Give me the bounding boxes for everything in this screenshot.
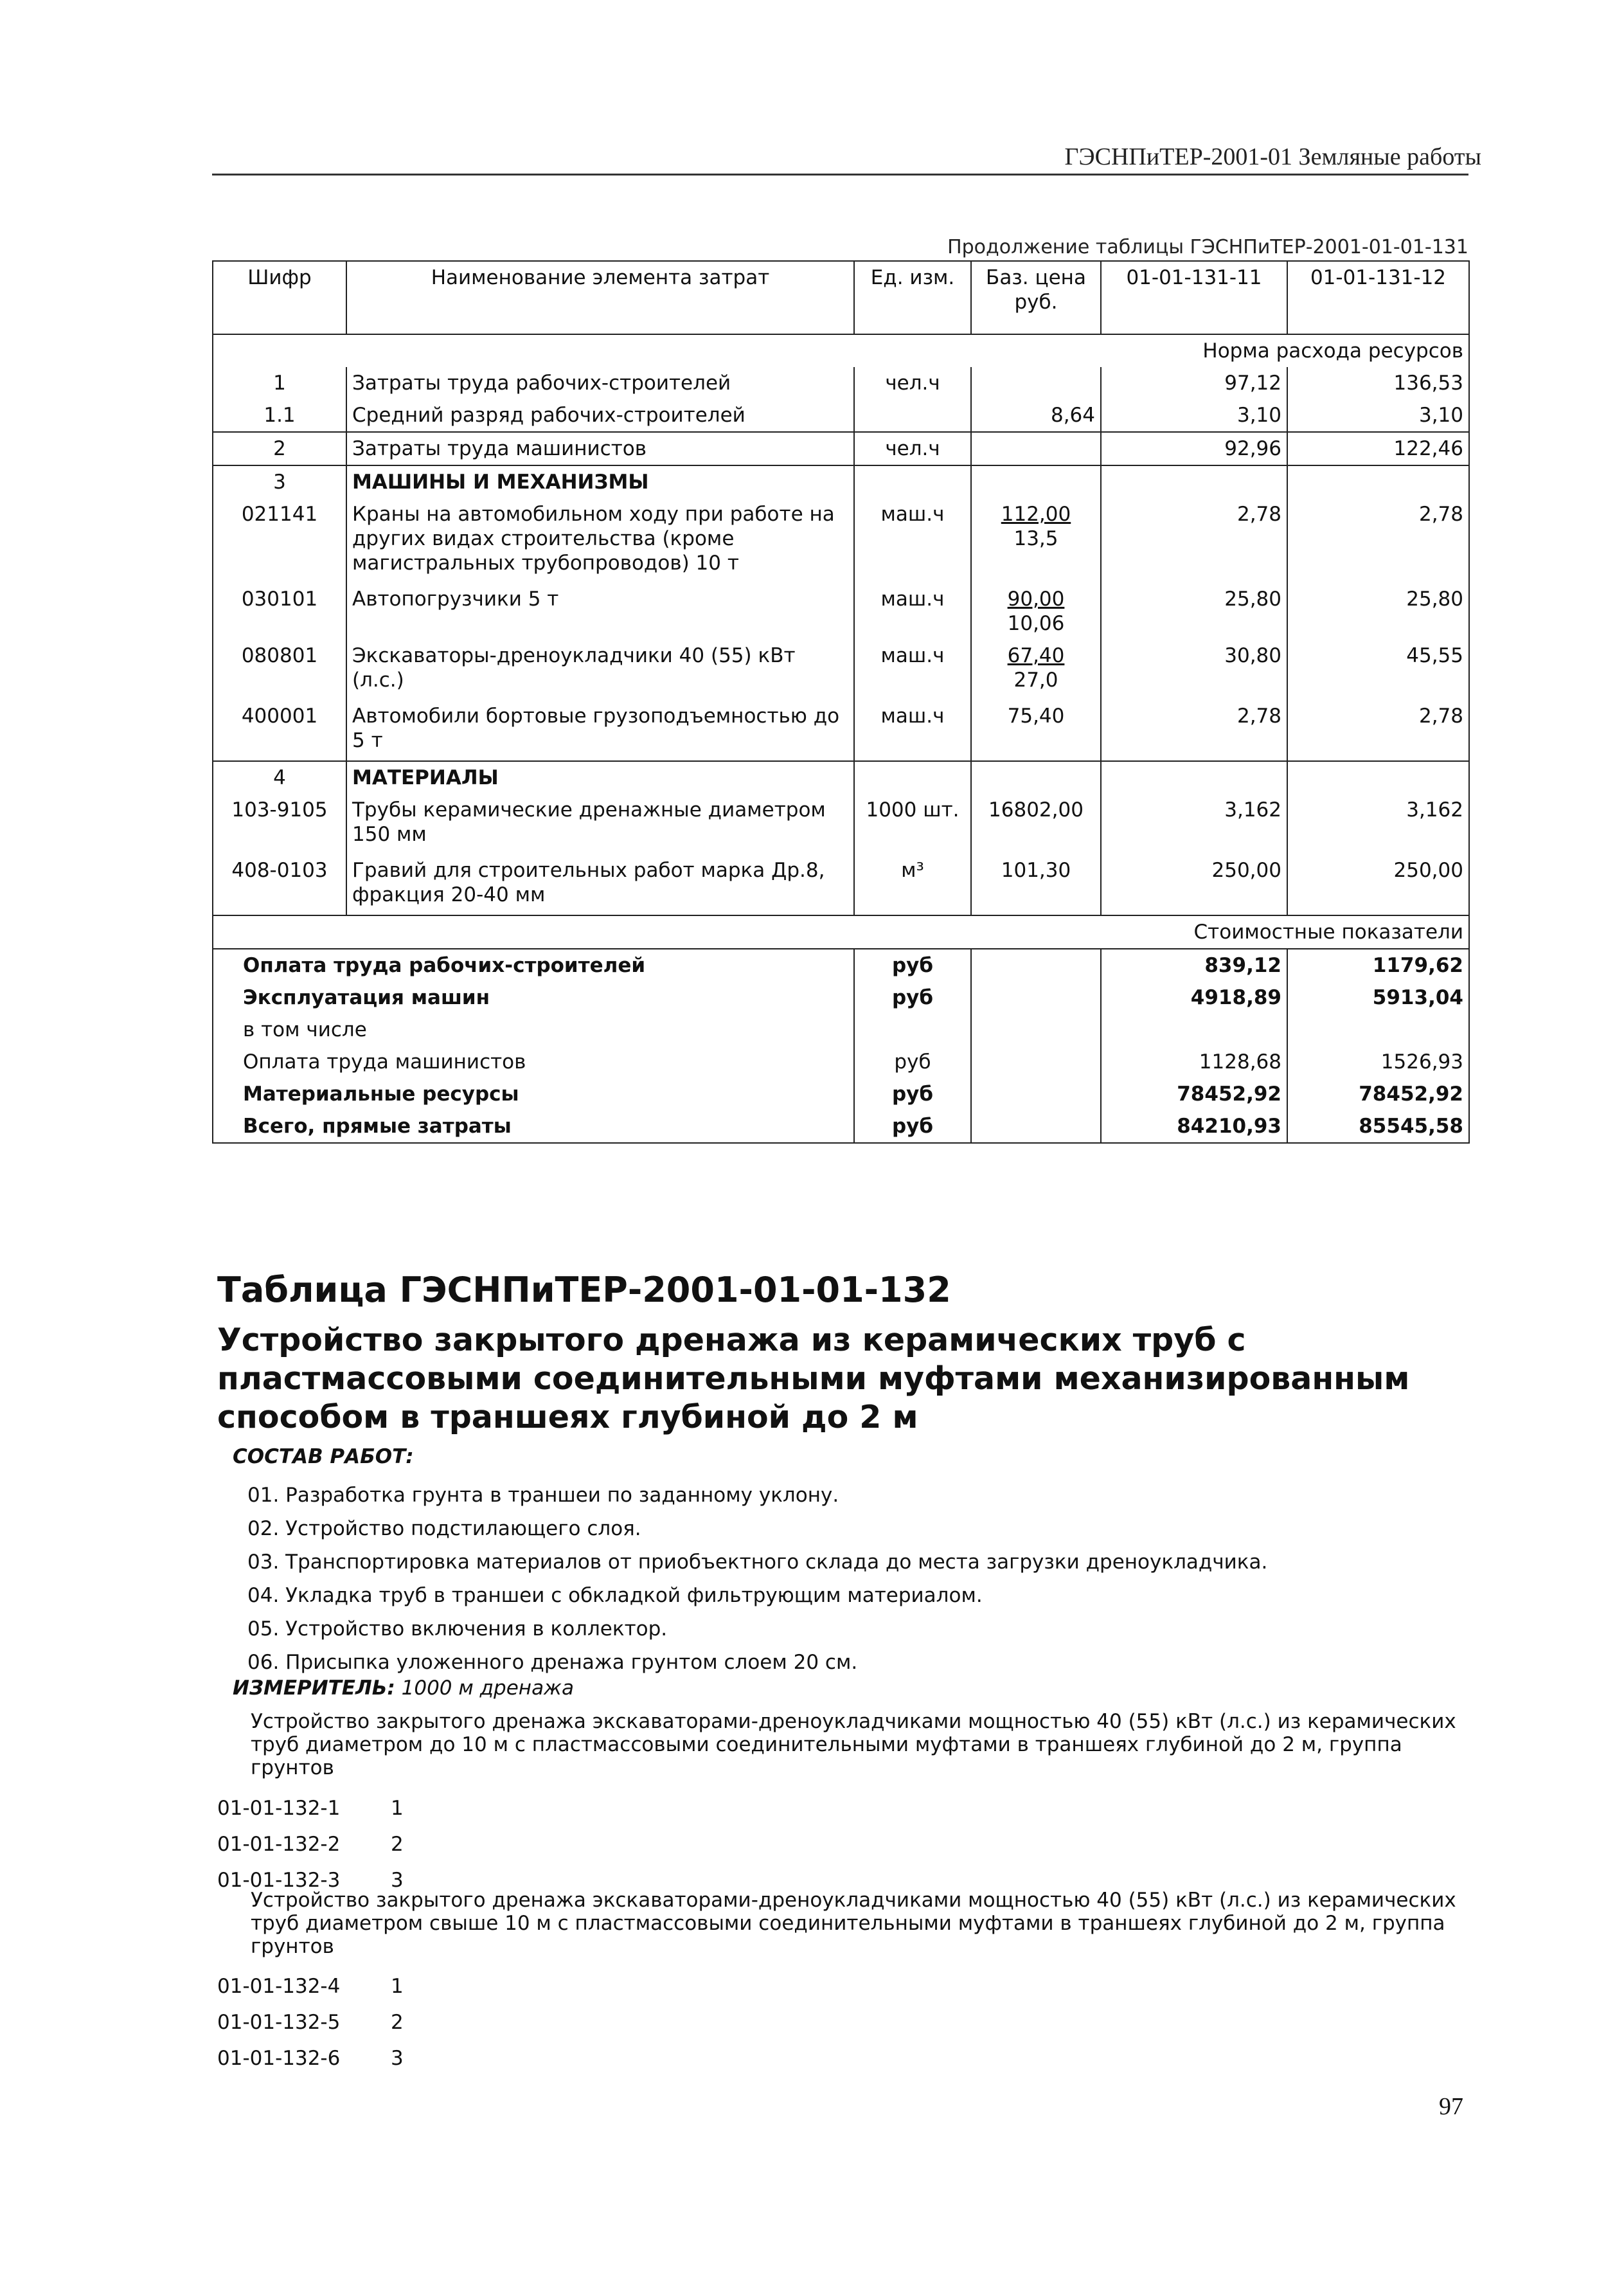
row-value-12: 2,78 xyxy=(1287,700,1469,761)
totals-empty xyxy=(971,1110,1101,1143)
rows-machines xyxy=(213,498,1469,761)
row-unit xyxy=(854,399,971,432)
totals-value-11: 839,12 xyxy=(1101,949,1287,982)
norm-code: 01-01-132-3 xyxy=(217,1869,341,1892)
table-132-subtitle: Устройство закрытого дренажа из керамических труб с пластмассовыми соединительными муфтами механизированным способом в траншеях глубиной до 2 м xyxy=(217,1322,1410,1435)
table-header-row xyxy=(213,261,1469,334)
row-value-11: 97,12 xyxy=(1101,367,1287,399)
price-value: 75,40 xyxy=(1007,705,1065,728)
operation-item: 05. Устройство включения в коллектор. xyxy=(247,1617,668,1641)
table-row xyxy=(213,367,1469,399)
soil-group: 2 xyxy=(391,1833,404,1856)
row-price: 16802,00 xyxy=(971,794,1101,854)
header-price: Баз. цена руб. xyxy=(971,261,1101,334)
totals-value-12: 1526,93 xyxy=(1287,1046,1469,1078)
totals-row xyxy=(213,982,1469,1014)
totals-label: Материальные ресурсы xyxy=(213,1078,854,1110)
totals-row xyxy=(213,1110,1469,1143)
totals-row xyxy=(213,949,1469,982)
totals-unit: руб xyxy=(854,982,971,1014)
totals-value-11: 78452,92 xyxy=(1101,1078,1287,1110)
soil-group: 3 xyxy=(391,1869,404,1892)
row-name: Краны на автомобильном ходу при работе на других видах строительства (кроме магистральных трубопроводов) 10 т xyxy=(346,498,854,583)
totals-value-12: 85545,58 xyxy=(1287,1110,1469,1143)
soil-group: 3 xyxy=(391,2047,404,2070)
code-row xyxy=(217,1826,404,1862)
row-code: 2 xyxy=(213,432,346,465)
header-code: Шифр xyxy=(213,261,346,334)
row-code: 103-9105 xyxy=(213,794,346,854)
operation-item: 03. Транспортировка материалов от приобъектного склада до места загрузки дреноукладчика. xyxy=(247,1551,1268,1574)
totals-label: в том числе xyxy=(213,1014,854,1046)
table-row xyxy=(213,399,1469,432)
row-value-12: 122,46 xyxy=(1287,432,1469,465)
price-value: 112,00 xyxy=(1001,503,1071,526)
norm-code: 01-01-132-4 xyxy=(217,1975,341,1998)
totals-empty xyxy=(971,949,1101,982)
resource-table xyxy=(212,260,1470,1144)
header-col-12: 01-01-131-12 xyxy=(1287,261,1469,334)
row-code: 021141 xyxy=(213,498,346,583)
row-name: Автопогрузчики 5 т xyxy=(346,583,854,640)
meter-line xyxy=(233,1677,574,1700)
totals-empty xyxy=(971,1014,1101,1046)
norm-label: Норма расхода ресурсов xyxy=(1101,334,1469,367)
row-name: Гравий для строительных работ марка Др.8, фракция 20-40 мм xyxy=(346,854,854,915)
code-row xyxy=(217,1790,404,1826)
table-132-title: Таблица ГЭСНПиТЕР-2001-01-01-132 xyxy=(217,1270,951,1310)
row-value-11: 92,96 xyxy=(1101,432,1287,465)
row-price xyxy=(971,640,1101,700)
table-row xyxy=(213,498,1469,583)
row-unit: маш.ч xyxy=(854,640,971,700)
totals-row xyxy=(213,1014,1469,1046)
group-1-codes xyxy=(217,1790,404,1898)
machinist-wage: 10,06 xyxy=(1007,612,1065,635)
norm-code: 01-01-132-5 xyxy=(217,2011,341,2034)
row-value-12: 2,78 xyxy=(1287,498,1469,583)
operations-list xyxy=(247,1479,1267,1679)
row-code: 030101 xyxy=(213,583,346,640)
price-value: 67,40 xyxy=(1007,644,1065,667)
norm-code: 01-01-132-1 xyxy=(217,1797,341,1820)
totals-row xyxy=(213,1046,1469,1078)
section-3-code: 3 xyxy=(213,465,346,498)
code-row xyxy=(217,2004,404,2040)
row-unit: маш.ч xyxy=(854,498,971,583)
row-value-12: 250,00 xyxy=(1287,854,1469,915)
totals-value-12: 78452,92 xyxy=(1287,1078,1469,1110)
table-row xyxy=(213,432,1469,465)
header-col-11: 01-01-131-11 xyxy=(1101,261,1287,334)
totals-unit: руб xyxy=(854,1046,971,1078)
row-value-12: 3,162 xyxy=(1287,794,1469,854)
rows-totals xyxy=(213,949,1469,1143)
row-price: 8,64 xyxy=(971,399,1101,432)
page-number: 97 xyxy=(1439,2093,1463,2120)
totals-unit: руб xyxy=(854,1110,971,1143)
machinist-wage: 13,5 xyxy=(1013,527,1058,550)
row-price xyxy=(971,432,1101,465)
group-1-text: Устройство закрытого дренажа экскаваторами-дреноукладчиками мощностью 40 (55) кВт (л.с.) из керамических труб диаметром до 10 м с пластмассовыми соединительными муфтами в траншеях глубиной до 2 м, группа грунтов xyxy=(251,1710,1456,1779)
totals-unit xyxy=(854,1014,971,1046)
row-unit: маш.ч xyxy=(854,700,971,761)
row-code: 400001 xyxy=(213,700,346,761)
totals-label: Оплата труда машинистов xyxy=(213,1046,854,1078)
soil-group: 2 xyxy=(391,2011,404,2034)
section-3-row xyxy=(213,465,1469,498)
row-name: Автомобили бортовые грузоподъемностью до 5 т xyxy=(346,700,854,761)
row-name: Затраты труда машинистов xyxy=(346,432,854,465)
group-2-codes xyxy=(217,1968,404,2076)
section-3-title: МАШИНЫ И МЕХАНИЗМЫ xyxy=(346,465,854,498)
totals-value-12 xyxy=(1287,1014,1469,1046)
table-row xyxy=(213,794,1469,854)
continuation-caption: Продолжение таблицы ГЭСНПиТЕР-2001-01-01-131 xyxy=(947,236,1468,258)
norm-code: 01-01-132-2 xyxy=(217,1833,341,1856)
totals-unit: руб xyxy=(854,949,971,982)
row-name: Экскаваторы-дреноукладчики 40 (55) кВт (л.с.) xyxy=(346,640,854,700)
norm-code: 01-01-132-6 xyxy=(217,2047,341,2070)
row-name: Затраты труда рабочих-строителей xyxy=(346,367,854,399)
table-row xyxy=(213,640,1469,700)
row-value-12: 3,10 xyxy=(1287,399,1469,432)
totals-empty xyxy=(971,1046,1101,1078)
row-code: 1 xyxy=(213,367,346,399)
totals-value-12: 1179,62 xyxy=(1287,949,1469,982)
cost-label: Стоимостные показатели xyxy=(1101,915,1469,949)
totals-label: Всего, прямые затраты xyxy=(213,1110,854,1143)
totals-value-11: 1128,68 xyxy=(1101,1046,1287,1078)
group-2-text: Устройство закрытого дренажа экскаваторами-дреноукладчиками мощностью 40 (55) кВт (л.с.) из керамических труб диаметром свыше 10 м с пластмассовыми соединительными муфтами в траншеях глубиной до 2 м, группа грунтов xyxy=(251,1889,1456,1958)
code-row xyxy=(217,1968,404,2004)
section-4-row xyxy=(213,761,1469,794)
totals-value-11: 4918,89 xyxy=(1101,982,1287,1014)
row-code: 080801 xyxy=(213,640,346,700)
row-value-11: 2,78 xyxy=(1101,700,1287,761)
section-4-title: МАТЕРИАЛЫ xyxy=(346,761,854,794)
header-name: Наименование элемента затрат xyxy=(346,261,854,334)
row-code: 408-0103 xyxy=(213,854,346,915)
meter-value: 1000 м дренажа xyxy=(401,1677,574,1700)
totals-label: Оплата труда рабочих-строителей xyxy=(213,949,854,982)
row-unit: чел.ч xyxy=(854,432,971,465)
soil-group: 1 xyxy=(391,1797,404,1820)
row-value-11: 25,80 xyxy=(1101,583,1287,640)
row-price xyxy=(971,700,1101,761)
header-unit: Ед. изм. xyxy=(854,261,971,334)
row-unit: 1000 шт. xyxy=(854,794,971,854)
row-value-11: 30,80 xyxy=(1101,640,1287,700)
works-label: СОСТАВ РАБОТ: xyxy=(233,1445,414,1468)
row-price xyxy=(971,367,1101,399)
price-value: 90,00 xyxy=(1007,588,1065,611)
running-header: ГЭСНПиТЕР-2001-01 Земляные работы xyxy=(1064,143,1481,170)
totals-empty xyxy=(971,982,1101,1014)
row-name: Средний разряд рабочих-строителей xyxy=(346,399,854,432)
row-value-12: 136,53 xyxy=(1287,367,1469,399)
row-code: 1.1 xyxy=(213,399,346,432)
row-value-11: 3,162 xyxy=(1101,794,1287,854)
machinist-wage: 27,0 xyxy=(1013,669,1058,692)
row-unit: м³ xyxy=(854,854,971,915)
totals-empty xyxy=(971,1078,1101,1110)
row-value-12: 25,80 xyxy=(1287,583,1469,640)
operation-item: 06. Присыпка уложенного дренажа грунтом слоем 20 см. xyxy=(247,1651,858,1674)
soil-group: 1 xyxy=(391,1975,404,1998)
totals-unit: руб xyxy=(854,1078,971,1110)
row-value-11: 250,00 xyxy=(1101,854,1287,915)
code-row xyxy=(217,2040,404,2076)
totals-row xyxy=(213,1078,1469,1110)
table-row xyxy=(213,854,1469,915)
row-price xyxy=(971,583,1101,640)
cost-label-row xyxy=(213,915,1469,949)
table-row xyxy=(213,583,1469,640)
totals-value-11: 84210,93 xyxy=(1101,1110,1287,1143)
totals-label: Эксплуатация машин xyxy=(213,982,854,1014)
meter-label: ИЗМЕРИТЕЛЬ: xyxy=(233,1677,395,1700)
totals-value-11 xyxy=(1101,1014,1287,1046)
totals-value-12: 5913,04 xyxy=(1287,982,1469,1014)
rows-main xyxy=(213,367,1469,465)
row-value-11: 2,78 xyxy=(1101,498,1287,583)
row-value-12: 45,55 xyxy=(1287,640,1469,700)
row-price: 101,30 xyxy=(971,854,1101,915)
row-unit: чел.ч xyxy=(854,367,971,399)
operation-item: 02. Устройство подстилающего слоя. xyxy=(247,1517,641,1540)
row-name: Трубы керамические дренажные диаметром 150 мм xyxy=(346,794,854,854)
row-value-11: 3,10 xyxy=(1101,399,1287,432)
operation-item: 04. Укладка труб в траншеи с обкладкой фильтрующим материалом. xyxy=(247,1584,983,1607)
header-rule xyxy=(212,174,1468,175)
table-row xyxy=(213,700,1469,761)
row-price xyxy=(971,498,1101,583)
rows-materials xyxy=(213,794,1469,915)
norm-label-row xyxy=(213,334,1469,367)
row-unit: маш.ч xyxy=(854,583,971,640)
section-4-code: 4 xyxy=(213,761,346,794)
operation-item: 01. Разработка грунта в траншеи по заданному уклону. xyxy=(247,1484,839,1507)
